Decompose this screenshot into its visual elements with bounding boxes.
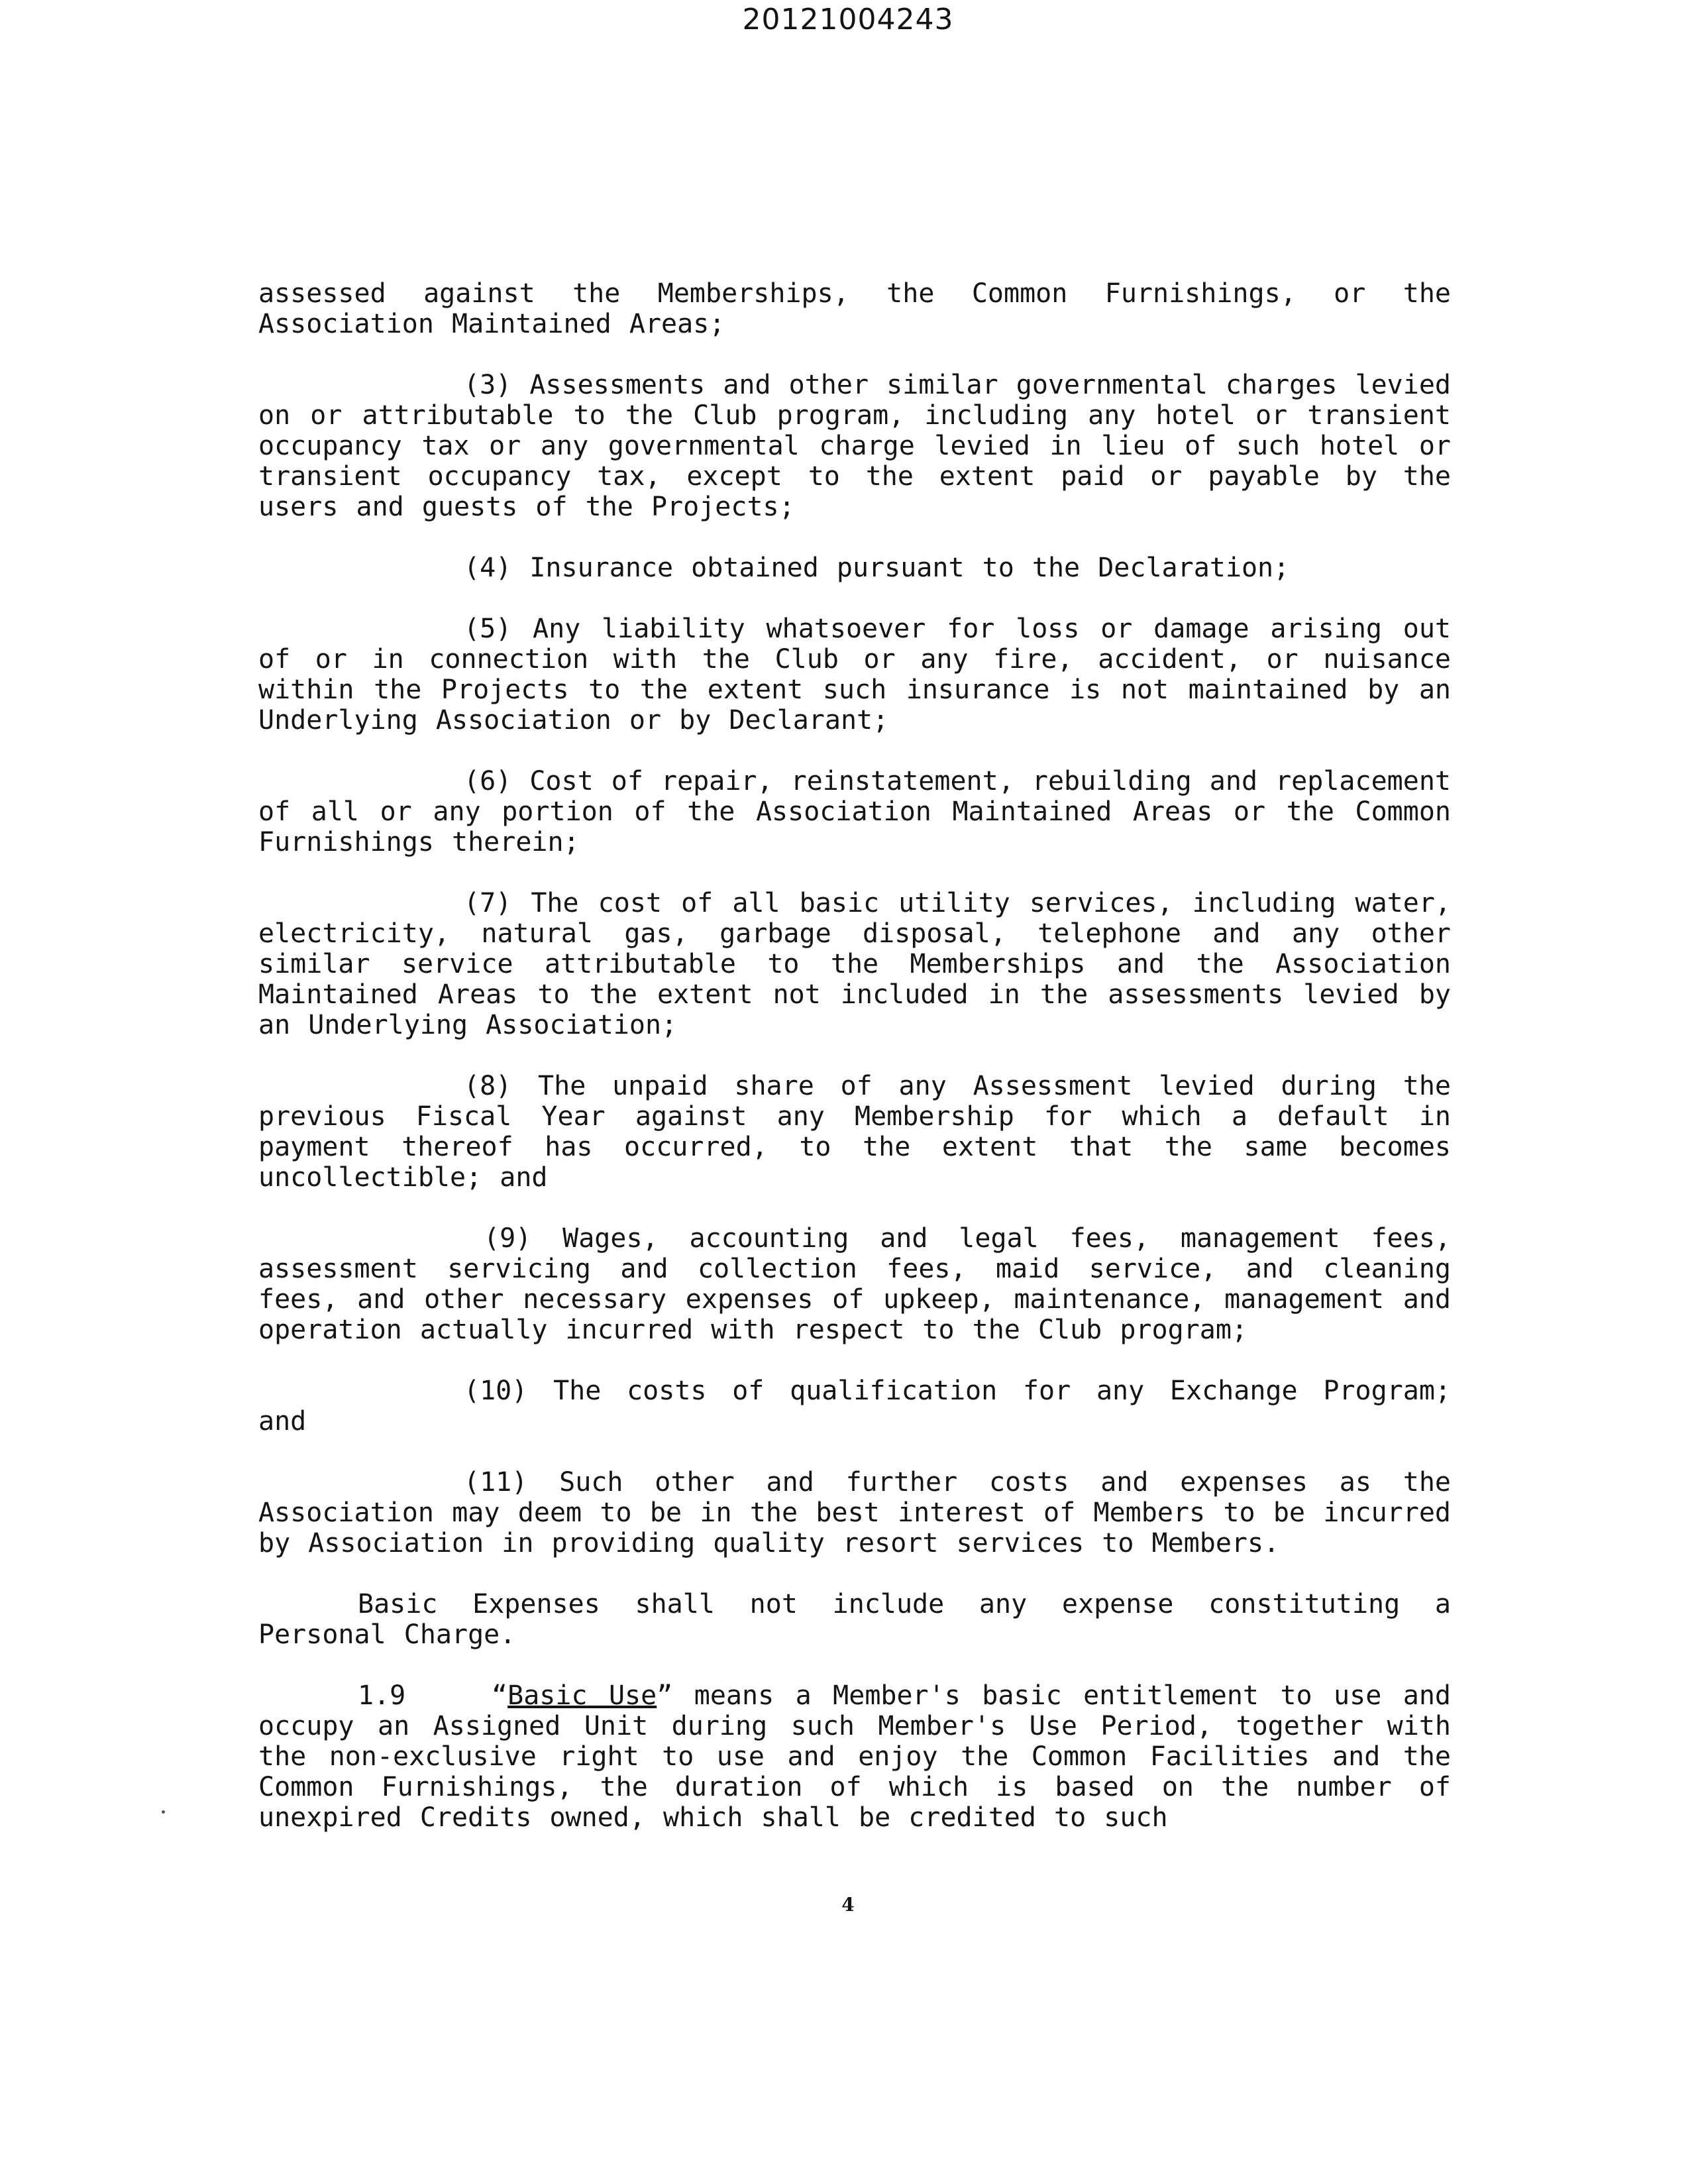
list-item-4: (4) Insurance obtained pursuant to the Declaration;: [464, 553, 1290, 583]
document-number: 20121004243: [742, 3, 954, 36]
list-item-9: (9) Wages, accounting and legal fees, management fees, assessment servicing and collection fees, maid service, and cleaning fees, and other necessary expenses of upkeep, maintenance, management and operation actually incurred with respect to the Club program;: [258, 1223, 1451, 1345]
list-item-7: (7) The cost of all basic utility services, including water, electricity, natural gas, garbage disposal, telephone and any other similar service attributable to the Memberships and the Association Maintained Areas to the extent not included in the assessments levied by an Underlying Association;: [258, 888, 1451, 1040]
margin-mark: [162, 1810, 165, 1814]
definition-1-9: [258, 1680, 1451, 1833]
paragraph-continuation: assessed against the Memberships, the Common Furnishings, or the Association Maintained Areas;: [258, 278, 1451, 339]
definition-text: means a Member's basic entitlement to use and occupy an Assigned Unit during such Member's Use Period, together with the non-exclusive right to use and enjoy the Common Facilities and the Common Furnishings, the duration of which is based on the number of unexpired Credits owned, which shall be credited to such: [258, 1680, 1451, 1833]
close-quote: ”: [657, 1680, 673, 1711]
page-number: 4: [841, 1894, 855, 1916]
section-number: 1.9: [358, 1680, 406, 1711]
defined-term: Basic Use: [507, 1680, 657, 1711]
open-quote: “: [492, 1680, 508, 1711]
list-item-5: (5) Any liability whatsoever for loss or damage arising out of or in connection with the Club or any fire, accident, or nuisance within the Projects to the extent such insurance is not maintained by an Underlying Association or by Declarant;: [258, 614, 1451, 736]
list-item-3: (3) Assessments and other similar governmental charges levied on or attributable to the Club program, including any hotel or transient occupancy tax or any governmental charge levied in lieu of such hotel or transient occupancy tax, except to the extent paid or payable by the users and guests of the Projects;: [258, 370, 1452, 522]
document-body: [258, 278, 1451, 1833]
list-item-10: (10) The costs of qualification for any Exchange Program; and: [258, 1376, 1451, 1437]
list-item-11: (11) Such other and further costs and expenses as the Association may deem to be in the best interest of Members to be incurred by Association in providing quality resort services to Members.: [258, 1467, 1451, 1558]
basic-expenses-exclusion: Basic Expenses shall not include any expense constituting a Personal Charge.: [258, 1589, 1451, 1650]
list-item-8: (8) The unpaid share of any Assessment levied during the previous Fiscal Year against any Membership for which a default in payment thereof has occurred, to the extent that the same becomes uncollectible; and: [258, 1071, 1451, 1193]
list-item-6: (6) Cost of repair, reinstatement, rebuilding and replacement of all or any portion of the Association Maintained Areas or the Common Furnishings therein;: [258, 766, 1452, 857]
